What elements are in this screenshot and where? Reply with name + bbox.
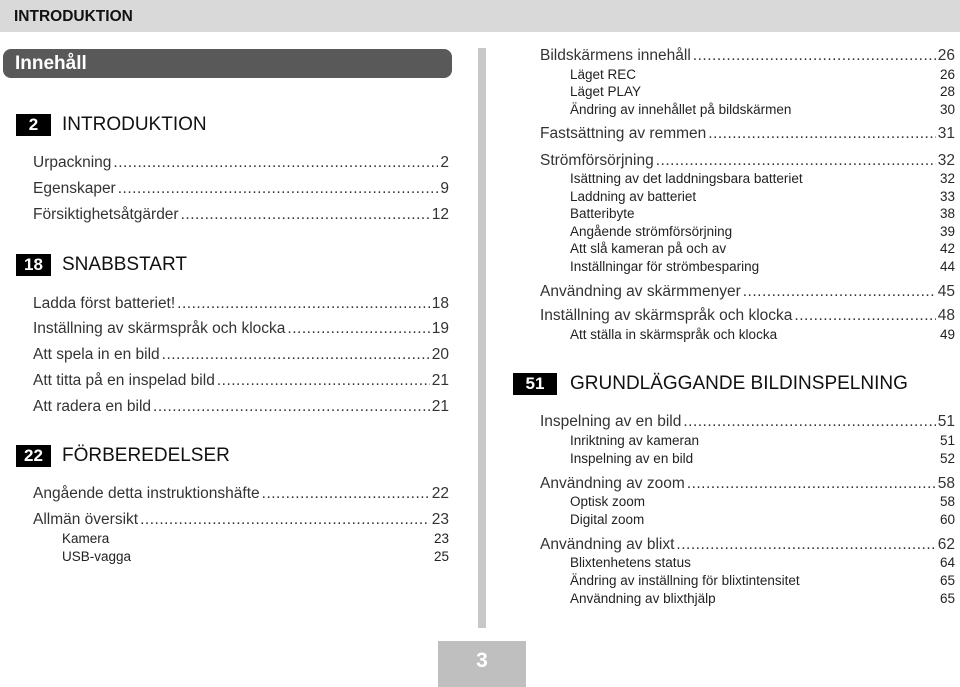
leader-dots [181,206,430,224]
toc-subentry-label: Kamera [62,531,110,546]
toc-subentry-label: Batteribyte [570,206,635,221]
toc-subentry[interactable] [570,327,955,345]
toc-subentry-label: Inställningar för strömbesparing [570,259,760,274]
toc-subentry-page: 33 [939,189,955,204]
toc-entry[interactable] [33,372,449,394]
leader-dots [113,154,438,172]
toc-entry[interactable] [33,398,449,420]
toc-subentry[interactable] [570,241,955,259]
leader-dots [687,475,936,493]
leader-dots [217,372,430,390]
toc-entry-page: 58 [937,475,955,492]
section-title-tab [3,49,452,78]
toc-subentry[interactable] [570,84,955,102]
toc-entry-page: 9 [440,180,449,197]
toc-entry[interactable] [33,320,449,342]
toc-subentry-label: Läget PLAY [570,84,642,99]
chapter-title: FÖRBEREDELSER [62,445,230,466]
toc-entry[interactable] [33,154,449,176]
leader-dots [140,511,430,529]
chapter-number: 51 [513,373,557,395]
toc-subentry-label: Inspelning av en bild [570,451,694,466]
toc-subentry-page: 25 [433,549,449,564]
toc-entry-label: Bildskärmens innehåll [540,47,691,64]
leader-dots [656,152,936,170]
toc-entry-label: Urpackning [33,154,112,171]
toc-subentry-label: Laddning av batteriet [570,189,697,204]
toc-subentry-label: Att slå kameran på och av [570,241,727,256]
toc-subentry-label: Blixtenhetens status [570,555,691,570]
toc-subentry-page: 58 [939,494,955,509]
toc-entry-label: Fastsättning av remmen [540,125,707,142]
toc-subentry[interactable] [570,555,955,573]
leader-dots [683,413,935,431]
toc-entry-page: 26 [937,47,955,64]
toc-subentry-label: USB-vagga [62,549,132,564]
toc-entry-page: 51 [937,413,955,430]
toc-entry-page: 45 [937,283,955,300]
toc-entry-page: 18 [431,295,449,312]
toc-entry-page: 12 [431,206,449,223]
header-label: INTRODUKTION [14,8,133,25]
toc-subentry-page: 42 [939,241,955,256]
toc-subentry-page: 49 [939,327,955,342]
leader-dots [794,307,935,325]
toc-subentry[interactable] [570,512,955,530]
leader-dots [693,47,936,65]
toc-subentry-label: Ändring av innehållet på bildskärmen [570,102,792,117]
toc-entry-label: Att spela in en bild [33,346,160,363]
chapter-number: 22 [16,445,51,467]
toc-entry[interactable] [33,180,449,202]
toc-entry-page: 48 [937,307,955,324]
toc-subentry[interactable] [570,433,955,451]
toc-subentry-label: Isättning av det laddningsbara batteriet [570,171,803,186]
toc-subentry[interactable] [570,451,955,469]
chapter-number: 2 [16,114,51,136]
toc-entry-label: Användning av zoom [540,475,685,492]
toc-entry-page: 20 [431,346,449,363]
chapter-heading-snabbstart[interactable] [16,254,436,276]
toc-subentry-label: Digital zoom [570,512,645,527]
toc-entry-label: Användning av skärmmenyer [540,283,741,300]
toc-entry-page: 21 [431,372,449,389]
toc-entry[interactable] [540,413,955,435]
toc-entry-page: 2 [440,154,449,171]
toc-entry[interactable] [540,307,955,329]
toc-entry-label: Allmän översikt [33,511,139,528]
toc-entry[interactable] [540,47,955,69]
toc-entry-label: Inspelning av en bild [540,413,682,430]
header-band [0,0,960,32]
leader-dots [153,398,430,416]
toc-entry-page: 23 [431,511,449,528]
toc-entry-label: Försiktighetsåtgärder [33,206,179,223]
toc-subentry-label: Angående strömförsörjning [570,224,733,239]
toc-subentry-label: Optisk zoom [570,494,646,509]
toc-subentry[interactable] [570,189,955,207]
toc-subentry[interactable] [570,573,955,591]
toc-subentry[interactable] [570,67,955,85]
leader-dots [162,346,430,364]
toc-subentry-label: Ändring av inställning för blixtintensitet [570,573,800,588]
toc-subentry-page: 65 [939,591,955,606]
toc-subentry-page: 23 [433,531,449,546]
toc-subentry[interactable] [62,531,449,549]
toc-entry-label: Att radera en bild [33,398,152,415]
toc-subentry[interactable] [570,206,955,224]
toc-subentry-page: 39 [939,224,955,239]
toc-entry[interactable] [33,511,449,533]
chapter-heading-grundlaggande-bildinspelning[interactable] [513,373,953,395]
toc-subentry-page: 38 [939,206,955,221]
section-title: Innehåll [15,53,87,74]
leader-dots [118,180,439,198]
leader-dots [262,485,430,503]
chapter-title: GRUNDLÄGGANDE BILDINSPELNING [570,373,908,394]
page-number: 3 [476,649,488,672]
leader-dots [708,125,935,143]
chapter-title: SNABBSTART [62,254,187,275]
toc-subentry[interactable] [570,591,955,609]
toc-entry-page: 19 [431,320,449,337]
toc-subentry-page: 65 [939,573,955,588]
toc-subentry-page: 30 [939,102,955,117]
toc-subentry-page: 60 [939,512,955,527]
toc-entry-label: Inställning av skärmspråk och klocka [33,320,286,337]
chapter-title: INTRODUKTION [62,114,207,135]
toc-subentry-label: Användning av blixthjälp [570,591,716,606]
toc-subentry-page: 64 [939,555,955,570]
toc-subentry-label: Att ställa in skärmspråk och klocka [570,327,778,342]
toc-entry[interactable] [33,206,449,228]
toc-subentry-page: 51 [939,433,955,448]
toc-entry-page: 22 [431,485,449,502]
toc-entry-label: Användning av blixt [540,536,675,553]
chapter-heading-forberedelser[interactable] [16,445,436,467]
toc-subentry[interactable] [570,171,955,189]
page-number-box [438,641,526,687]
toc-subentry[interactable] [62,549,449,567]
toc-subentry-label: Inriktning av kameran [570,433,700,448]
leader-dots [676,536,935,554]
toc-entry-label: Ladda först batteriet! [33,295,176,312]
column-divider [478,48,486,628]
toc-subentry-page: 28 [939,84,955,99]
chapter-heading-introduktion[interactable] [16,114,436,136]
toc-entry-label: Strömförsörjning [540,152,654,169]
toc-entry[interactable] [540,125,955,147]
toc-entry[interactable] [33,485,449,507]
toc-entry-page: 32 [937,152,955,169]
toc-subentry[interactable] [570,102,955,120]
toc-subentry-page: 44 [939,259,955,274]
toc-subentry[interactable] [570,494,955,512]
leader-dots [743,283,936,301]
toc-entry-label: Egenskaper [33,180,116,197]
toc-entry-page: 62 [937,536,955,553]
toc-entry-page: 31 [937,125,955,142]
toc-subentry-page: 26 [939,67,955,82]
toc-entry[interactable] [33,295,449,317]
toc-entry-label: Att titta på en inspelad bild [33,372,215,389]
toc-subentry[interactable] [570,259,955,277]
toc-entry-page: 21 [431,398,449,415]
toc-subentry-page: 52 [939,451,955,466]
leader-dots [287,320,429,338]
toc-entry[interactable] [540,283,955,305]
toc-entry-label: Angående detta instruktionshäfte [33,485,260,502]
toc-subentry-label: Läget REC [570,67,637,82]
toc-entry[interactable] [33,346,449,368]
toc-subentry[interactable] [570,224,955,242]
leader-dots [177,295,430,313]
toc-entry-label: Inställning av skärmspråk och klocka [540,307,793,324]
chapter-number: 18 [16,254,51,276]
toc-subentry-page: 32 [939,171,955,186]
